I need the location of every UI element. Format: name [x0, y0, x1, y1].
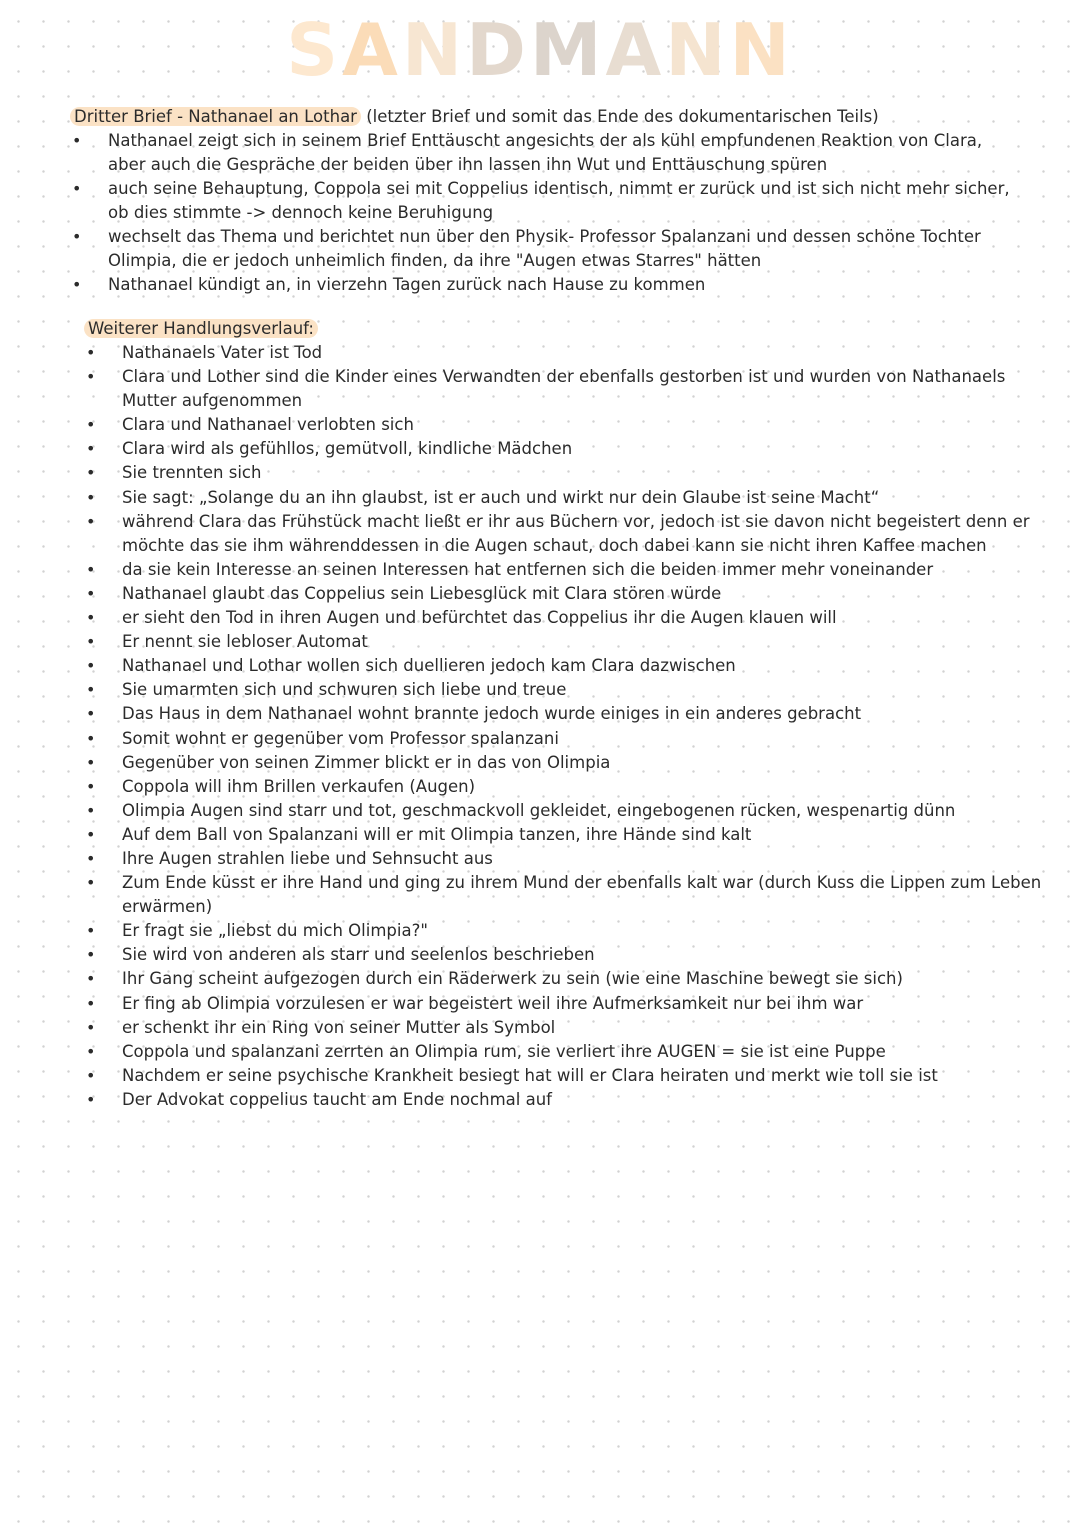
list-item: • Somit wohnt er gegenüber vom Professor spalanzani [0, 727, 1080, 751]
list-item: • Clara und Lother sind die Kinder eines Verwandten der ebenfalls gestorben ist und wurden von Nathanaels Mutter aufgenommen [0, 365, 1080, 413]
list-item: • Zum Ende küsst er ihre Hand und ging zu ihrem Mund der ebenfalls kalt war (durch Kuss die Lippen zum Leben erwärmen) [0, 871, 1080, 919]
highlighted-heading: Dritter Brief - Nathanael an Lothar [70, 107, 361, 126]
list-item: • während Clara das Frühstück macht ließt er ihr aus Büchern vor, jedoch ist sie davon nicht begeistert denn er möchte das sie ihm währenddessen in die Augen schaut, doch dabei kann sie nicht ihren Kaffee machen [0, 510, 1080, 558]
title-letter: N [665, 8, 730, 92]
list-item: • Nathanael glaubt das Coppelius sein Liebesglück mit Clara stören würde [0, 582, 1080, 606]
list-item: • er sieht den Tod in ihren Augen und befürchtet das Coppelius ihr die Augen klauen will [0, 606, 1080, 630]
list-item: • Auf dem Ball von Spalanzani will er mit Olimpia tanzen, ihre Hände sind kalt [0, 823, 1080, 847]
list-item: • Nathanael kündigt an, in vierzehn Tagen zurück nach Hause zu kommen [0, 273, 1080, 297]
list-item: • Olimpia Augen sind starr und tot, geschmackvoll gekleidet, eingebogenen rücken, wespenartig dünn [0, 799, 1080, 823]
title-letter: A [605, 8, 666, 92]
section-heading-dritter-brief [74, 105, 879, 129]
list-item: • Clara wird als gefühllos, gemütvoll, kindliche Mädchen [0, 437, 1080, 461]
list-item: • Clara und Nathanael verlobten sich [0, 413, 1080, 437]
title-letter: M [529, 8, 606, 92]
list-item: • Sie umarmten sich und schwuren sich liebe und treue [0, 678, 1080, 702]
list-item: • Sie sagt: „Solange du an ihn glaubst, ist er auch und wirkt nur dein Glaube ist seine Macht“ [0, 486, 1080, 510]
page-title [0, 10, 1080, 90]
list-item: • Ihre Augen strahlen liebe und Sehnsucht aus [0, 847, 1080, 871]
title-letter: N [401, 8, 467, 92]
list-item: • Gegenüber von seinen Zimmer blickt er in das von Olimpia [0, 751, 1080, 775]
list-item: • wechselt das Thema und berichtet nun über den Physik- Professor Spalanzani und dessen schöne Tochter Olimpia, die er jedoch unheimlich finden, da ihre "Augen etwas Starres" hätten [0, 225, 1080, 273]
title-letter: S [286, 8, 343, 92]
list-item: • da sie kein Interesse an seinen Interessen hat entfernen sich die beiden immer mehr voneinander [0, 558, 1080, 582]
list-handlungsverlauf [0, 341, 1080, 1112]
list-item: • Er nennt sie lebloser Automat [0, 630, 1080, 654]
list-item: • Der Advokat coppelius taucht am Ende nochmal auf [0, 1088, 1080, 1112]
list-item: • Er fing ab Olimpia vorzulesen er war begeistert weil ihre Aufmerksamkeit nur bei ihm war [0, 992, 1080, 1016]
title-letter: D [466, 8, 530, 92]
list-item: • Coppola und spalanzani zerrten an Olimpia rum, sie verliert ihre AUGEN = sie ist eine Puppe [0, 1040, 1080, 1064]
title-letter: A [342, 8, 402, 92]
title-letter: N [729, 8, 794, 92]
list-item: • Nachdem er seine psychische Krankheit besiegt hat will er Clara heiraten und merkt wie toll sie ist [0, 1064, 1080, 1088]
list-item: • Er fragt sie „liebst du mich Olimpia?" [0, 919, 1080, 943]
highlighted-heading: Weiterer Handlungsverlauf: [84, 319, 318, 338]
list-item: • auch seine Behauptung, Coppola sei mit Coppelius identisch, nimmt er zurück und ist sich nicht mehr sicher, ob dies stimmte -> dennoch keine Beruhigung [0, 177, 1080, 225]
list-item: • Sie wird von anderen als starr und seelenlos beschrieben [0, 943, 1080, 967]
list-dritter-brief [0, 129, 1080, 297]
list-item: • Nathanael zeigt sich in seinem Brief Enttäuscht angesichts der als kühl empfundenen Reaktion von Clara, aber auch die Gespräche der beiden über ihn lassen ihn Wut und Enttäuschung spüren [0, 129, 1080, 177]
section-heading-handlungsverlauf [88, 317, 318, 341]
list-item: • Nathanael und Lothar wollen sich duellieren jedoch kam Clara dazwischen [0, 654, 1080, 678]
list-item: • Coppola will ihm Brillen verkaufen (Augen) [0, 775, 1080, 799]
heading-note: (letzter Brief und somit das Ende des dokumentarischen Teils) [360, 107, 879, 126]
list-item: • Ihr Gang scheint aufgezogen durch ein Räderwerk zu sein (wie eine Maschine bewegt sie sich) [0, 967, 1080, 991]
list-item: • Nathanaels Vater ist Tod [0, 341, 1080, 365]
list-item: • Das Haus in dem Nathanael wohnt brannte jedoch wurde einiges in ein anderes gebracht [0, 702, 1080, 726]
list-item: • er schenkt ihr ein Ring von seiner Mutter als Symbol [0, 1016, 1080, 1040]
list-item: • Sie trennten sich [0, 461, 1080, 485]
